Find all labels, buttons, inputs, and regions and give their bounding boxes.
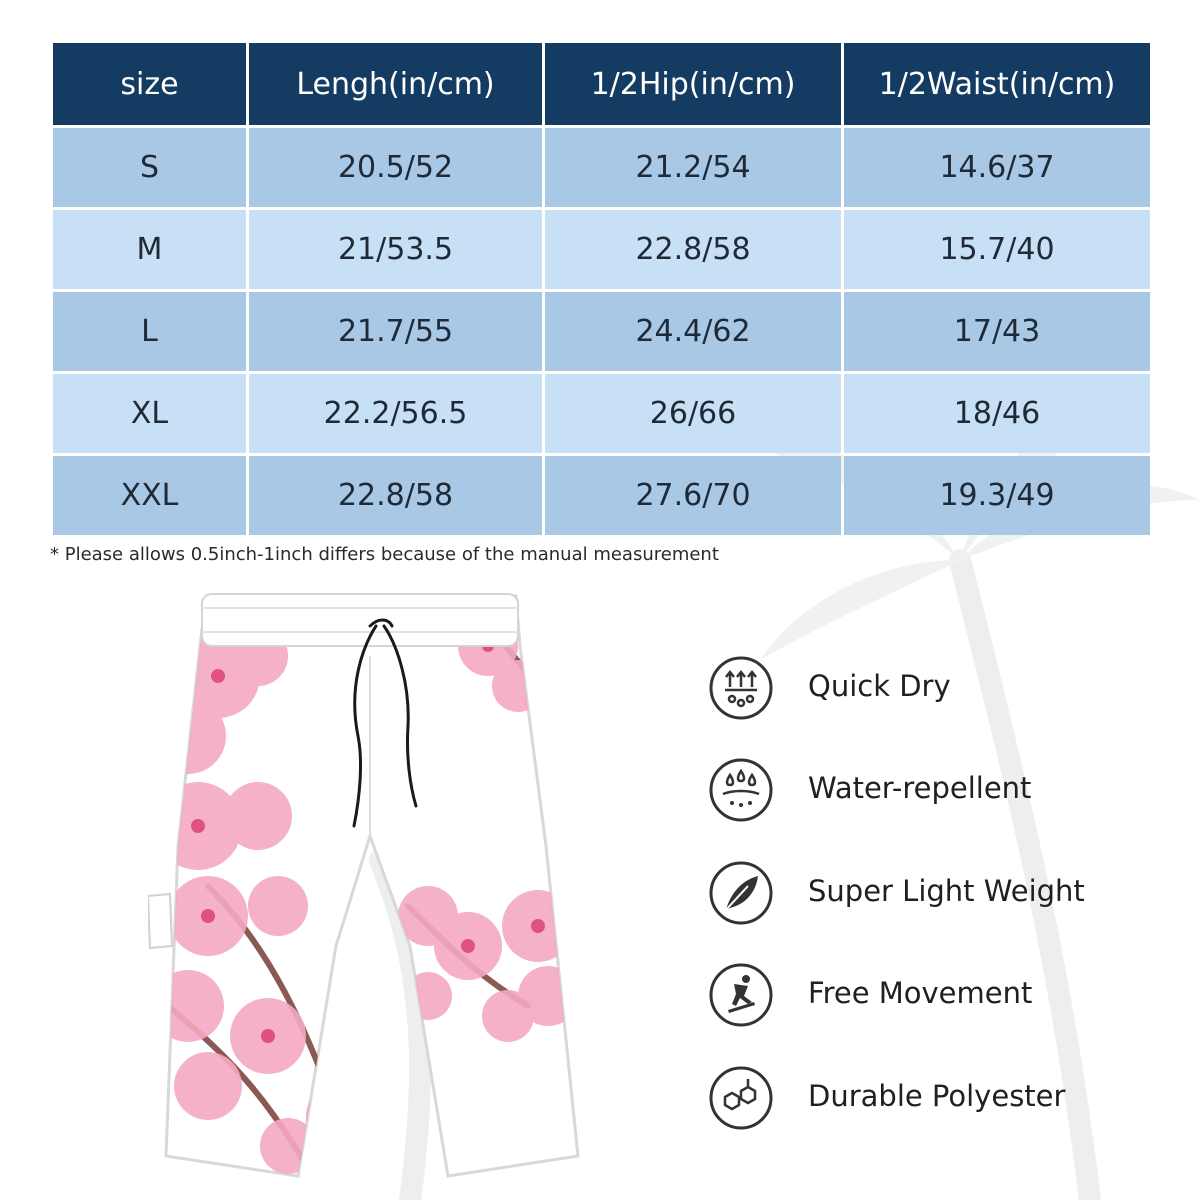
cell-waist: 18/46	[844, 374, 1150, 453]
feather-icon	[708, 860, 774, 926]
feature-durable-polyester	[708, 1065, 1148, 1135]
skater-icon	[708, 962, 774, 1028]
feature-label: Durable Polyester	[808, 1079, 1066, 1113]
molecule-icon	[708, 1065, 774, 1131]
table-row	[53, 128, 1150, 207]
header-waist: 1/2Waist(in/cm)	[844, 43, 1150, 125]
table-row	[53, 456, 1150, 535]
cell-length: 22.2/56.5	[249, 374, 542, 453]
header-size: size	[53, 43, 246, 125]
cell-size: L	[53, 292, 246, 371]
cell-size: S	[53, 128, 246, 207]
feature-quick-dry	[708, 655, 1148, 725]
header-hip: 1/2Hip(in/cm)	[545, 43, 841, 125]
size-chart-table	[50, 40, 1153, 538]
cell-hip: 21.2/54	[545, 128, 841, 207]
cell-hip: 27.6/70	[545, 456, 841, 535]
cell-length: 21/53.5	[249, 210, 542, 289]
product-shorts-image	[148, 586, 588, 1186]
feature-label: Super Light Weight	[808, 874, 1085, 908]
cell-length: 22.8/58	[249, 456, 542, 535]
feature-water-repellent	[708, 757, 1148, 827]
water-repellent-icon	[708, 757, 774, 823]
cell-size: XL	[53, 374, 246, 453]
cell-length: 20.5/52	[249, 128, 542, 207]
table-header-row	[53, 43, 1150, 125]
cell-hip: 26/66	[545, 374, 841, 453]
feature-label: Water-repellent	[808, 771, 1032, 805]
cell-hip: 24.4/62	[545, 292, 841, 371]
cell-hip: 22.8/58	[545, 210, 841, 289]
quick-dry-icon	[708, 655, 774, 721]
cell-size: XXL	[53, 456, 246, 535]
table-row	[53, 292, 1150, 371]
cell-waist: 19.3/49	[844, 456, 1150, 535]
cell-length: 21.7/55	[249, 292, 542, 371]
feature-light-weight	[708, 860, 1148, 930]
feature-free-movement	[708, 962, 1148, 1032]
cell-waist: 17/43	[844, 292, 1150, 371]
measurement-note: * Please allows 0.5inch-1inch differs because of the manual measurement	[50, 544, 719, 565]
table-row	[53, 210, 1150, 289]
cell-waist: 14.6/37	[844, 128, 1150, 207]
header-length: Lengh(in/cm)	[249, 43, 542, 125]
feature-label: Free Movement	[808, 976, 1033, 1010]
cell-waist: 15.7/40	[844, 210, 1150, 289]
feature-label: Quick Dry	[808, 669, 951, 703]
cell-size: M	[53, 210, 246, 289]
table-row	[53, 374, 1150, 453]
